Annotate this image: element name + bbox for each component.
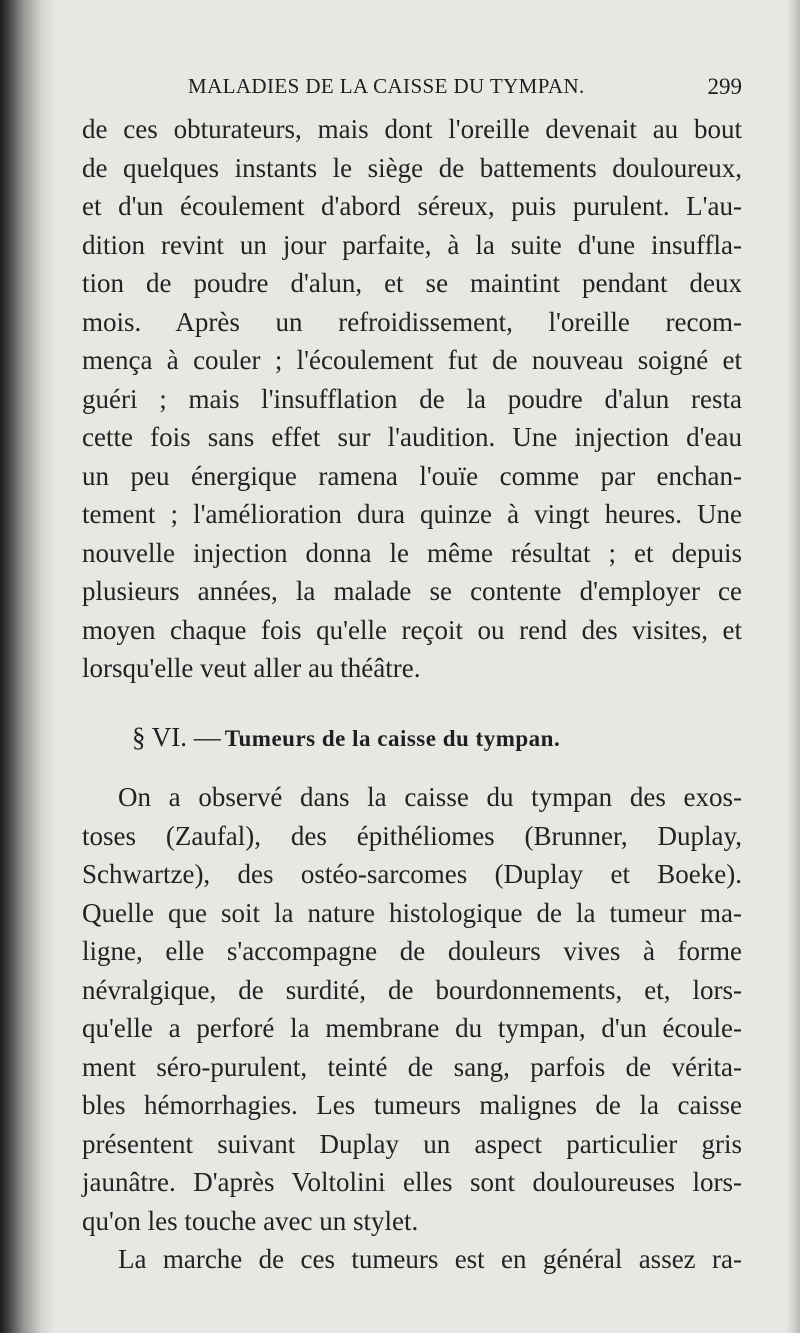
text-line: présentent suivant Duplay un aspect particulier gris bbox=[82, 1128, 742, 1159]
running-title: MALADIES DE LA CAISSE DU TYMPAN. bbox=[188, 74, 585, 98]
text-line: On a observé dans la caisse du tympan des exos- bbox=[118, 782, 742, 812]
text-line: de quelques instants le siège de battements douloureux, bbox=[82, 152, 742, 183]
text-line: mença à couler ; l'écoulement fut de nouveau soigné et bbox=[82, 345, 742, 375]
page-edge bbox=[786, 0, 800, 1333]
text-line: guéri ; mais l'insufflation de la poudre d'alun resta bbox=[82, 383, 742, 414]
text-line: névralgique, de surdité, de bourdonnements, et, lors- bbox=[82, 974, 742, 1005]
text-line: ligne, elle s'accompagne de douleurs vives à forme bbox=[82, 936, 742, 966]
text-line: mois. Après un refroidissement, l'oreille recom- bbox=[82, 306, 742, 337]
text-line: lorsqu'elle veut aller au théâtre. bbox=[82, 653, 421, 683]
text-line: qu'elle a perforé la membrane du tympan, d'un écoule- bbox=[82, 1013, 742, 1043]
text-line: qu'on les touche avec un stylet. bbox=[82, 1205, 419, 1236]
running-head bbox=[82, 70, 742, 104]
paragraph-march bbox=[82, 1240, 742, 1279]
text-line: et d'un écoulement d'abord séreux, puis purulent. L'au- bbox=[82, 191, 742, 221]
text-line: La marche de ces tumeurs est en général assez ra- bbox=[118, 1244, 742, 1274]
text-line: plusieurs années, la malade se contente d'employer ce bbox=[82, 576, 742, 606]
paragraph-continuation bbox=[82, 110, 742, 688]
text-line: Quelle que soit la nature histologique de la tumeur ma- bbox=[82, 897, 742, 928]
text-line: toses (Zaufal), des épithéliomes (Brunner, Duplay, bbox=[82, 820, 742, 851]
text-line: moyen chaque fois qu'elle reçoit ou rend des visites, et bbox=[82, 614, 742, 645]
paragraph-tumors bbox=[82, 778, 742, 1240]
text-line: dition revint un jour parfaite, à la suite d'une insuffla- bbox=[82, 229, 742, 260]
text-line: de ces obturateurs, mais dont l'oreille devenait au bout bbox=[82, 114, 742, 144]
text-line: cette fois sans effet sur l'audition. Une injection d'eau bbox=[82, 422, 742, 452]
section-heading bbox=[132, 722, 560, 758]
text-line: ment séro-purulent, teinté de sang, parfois de vérita- bbox=[82, 1051, 742, 1082]
page-number: 299 bbox=[707, 74, 742, 99]
text-line: tement ; l'amélioration dura quinze à vingt heures. Une bbox=[82, 499, 742, 529]
text-line: bles hémorrhagies. Les tumeurs malignes de la caisse bbox=[82, 1090, 742, 1120]
text-line: nouvelle injection donna le même résultat ; et depuis bbox=[82, 537, 742, 568]
binding-shadow bbox=[0, 0, 55, 1333]
text-line: Schwartze), des ostéo-sarcomes (Duplay et Boeke). bbox=[82, 859, 742, 889]
text-line: jaunâtre. D'après Voltolini elles sont douloureuses lors- bbox=[82, 1167, 742, 1197]
text-line: un peu énergique ramena l'ouïe comme par enchan- bbox=[82, 460, 742, 491]
section-number: § VI. — bbox=[132, 722, 221, 752]
section-title: Tumeurs de la caisse du tympan. bbox=[224, 726, 561, 751]
text-line: tion de poudre d'alun, et se maintint pendant deux bbox=[82, 268, 742, 298]
